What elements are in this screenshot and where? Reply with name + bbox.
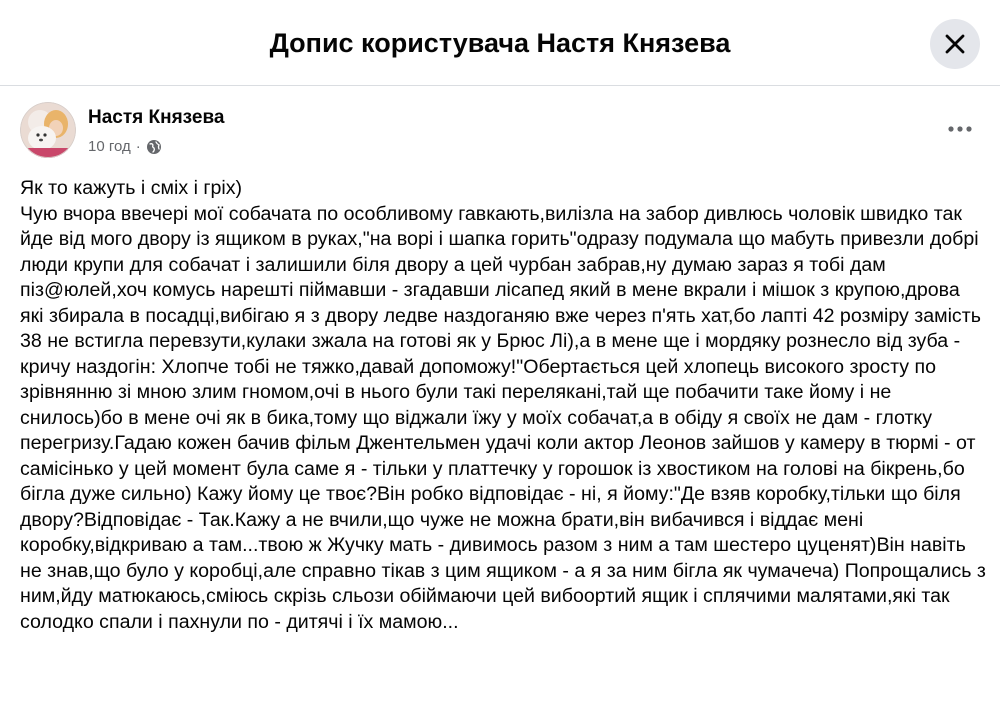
globe-icon xyxy=(146,139,162,155)
post-meta xyxy=(88,137,162,157)
post-paragraph-2: Чую вчора ввечері мої собачата по особливому гавкають,вилізла на забор дивлюсь чоловік швидко так йде від мого двору із ящиком в руках,"на ворі і шапка горить"одразу подумала що мабуть привезли добрі люди крупи для собачат і залишили біля двору а цей чурбан забрав,ну думаю зараз я тобі дам піз@юлей,хоч комусь нарешті піймавши - згадавши лісапед який в мене вкрали і мішок з крупою,дрова які збирала в посадці,вибігаю я з двору ледве наздоганяю вже через п'ять хат,бо лапті 42 розміру замість 38 не встигла перевзути,кулаки зжала на готові як у Брюс Лі),а в мене ще і мордяку рознесло від зуба - кричу наздогін: Хлопче тобі не тяжко,давай допоможу!"Обертається цей хлопець високого зросту по зрівнянню зі мною злим гномом,очі в нього були такі перелякані,тай ще побачити таке йому і не снилось)бо в мене очі як в бика,тому що віджали їжу у моїх собачат,а в обіду я своїх не дам - глотку перегризу.Гадаю кожен бачив фільм Джентельмен удачі коли актор Леонов зайшов у камеру в тюрмі - от самісінько у цей момент була саме я - тільки у платтечку у горошок із хвостиком на голові на бікрень,бо бігла дуже сильно) Кажу йому це твоє?Він робко відповідає - ні, я йому:"Де взяв коробку,тільки що біля двору?Відповідає - Так.Кажу а не вчили,що чуже не можна брати,він вибачився і віддає мені коробку,відкриваю а там...твою ж Жучку мать - дивимось разом з ним а там шестеро цуценят)Він навіть не знав,що було у коробці,але справно тікав з цим ящиком - а я за ним бігла як чумачеча) Попрощались з ним,йду матюкаюсь,сміюсь скрізь сльози обіймаючи цей вибоортий ящик і сплячими малятами,які так солодко спали і пахнули по - дитячі і їх мамою... xyxy=(20,202,992,633)
dialog-title: Допис користувача Настя Князева xyxy=(269,28,731,58)
post-body xyxy=(20,176,992,635)
close-icon xyxy=(943,32,967,56)
post-time[interactable]: 10 год xyxy=(88,138,131,155)
post-paragraph-1: Як то кажуть і сміх і гріх) xyxy=(20,177,243,199)
meta-separator: · xyxy=(135,138,141,155)
more-options-button[interactable] xyxy=(940,114,980,144)
dialog-header xyxy=(0,0,1000,86)
more-horizontal-icon xyxy=(948,126,972,132)
post-header xyxy=(20,102,980,162)
author-name[interactable]: Настя Князева xyxy=(88,107,225,128)
avatar[interactable] xyxy=(20,102,76,158)
close-button[interactable] xyxy=(930,19,980,69)
